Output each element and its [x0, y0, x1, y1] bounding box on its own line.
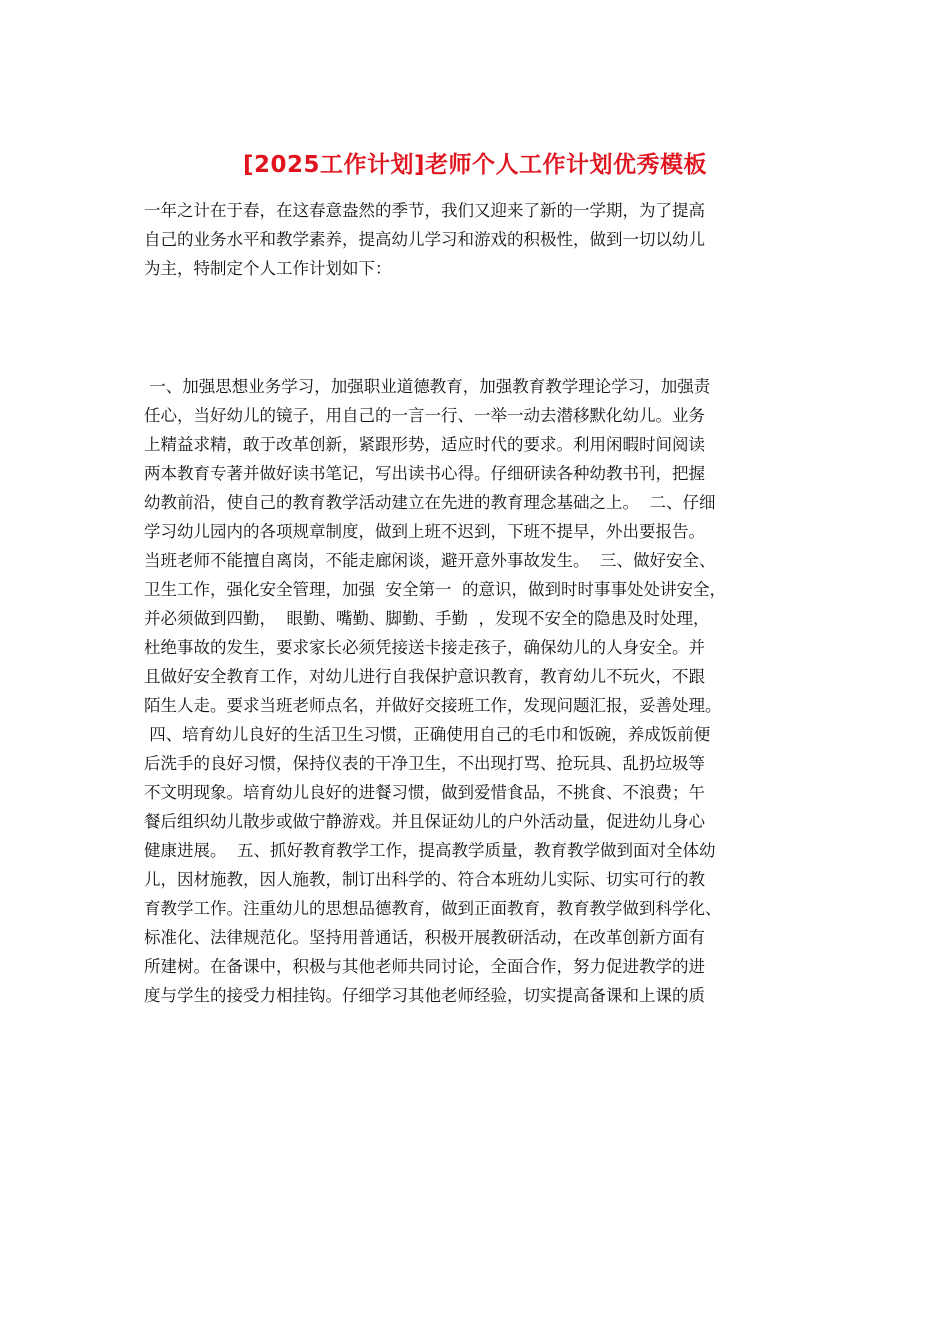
body-line: 度与学生的接受力相挂钩。仔细学习其他老师经验，切实提高备课和上课的质 [144, 986, 705, 1005]
body-line: 餐后组织幼儿散步或做宁静游戏。并且保证幼儿的户外活动量，促进幼儿身心 [144, 812, 705, 831]
intro-line: 一年之计在于春，在这春意盎然的季节，我们又迎来了新的一学期，为了提高 [144, 201, 705, 220]
body-line: 育教学工作。注重幼儿的思想品德教育，做到正面教育，教育教学做到科学化、 [144, 899, 722, 918]
body-line: 当班老师不能擅自离岗，不能走廊闲谈，避开意外事故发生。 三、做好安全、 [144, 551, 716, 570]
document-title: [2025工作计划]老师个人工作计划优秀模板 [242, 152, 708, 178]
body-line: 且做好安全教育工作，对幼儿进行自我保护意识教育，教育幼儿不玩火，不跟 [144, 667, 705, 686]
intro-line: 自己的业务水平和教学素养，提高幼儿学习和游戏的积极性，做到一切以幼儿 [144, 230, 705, 249]
body-line: 一、加强思想业务学习，加强职业道德教育，加强教育教学理论学习，加强责 [144, 377, 711, 396]
body-line: 健康进展。 五、抓好教育教学工作，提高教学质量，教育教学做到面对全体幼 [144, 841, 716, 860]
body-line: 幼教前沿，使自己的教育教学活动建立在先进的教育理念基础之上。 二、仔细 [144, 493, 716, 512]
body-line: 不文明现象。培育幼儿良好的进餐习惯，做到爱惜食品，不挑食、不浪费；午 [144, 783, 705, 802]
body-line: 学习幼儿园内的各项规章制度，做到上班不迟到，下班不提早，外出要报告。 [144, 522, 705, 541]
body-line: 两本教育专著并做好读书笔记，写出读书心得。仔细研读各种幼教书刊，把握 [144, 464, 705, 483]
body-line: 四、培育幼儿良好的生活卫生习惯，正确使用自己的毛巾和饭碗，养成饭前便 [144, 725, 711, 744]
body-line: 标准化、法律规范化。坚持用普通话，积极开展教研活动，在改革创新方面有 [144, 928, 705, 947]
body-line: 所建树。在备课中，积极与其他老师共同讨论，全面合作，努力促进教学的进 [144, 957, 705, 976]
body-line: 杜绝事故的发生，要求家长必须凭接送卡接走孩子，确保幼儿的人身安全。并 [144, 638, 705, 657]
main-paragraph [144, 372, 816, 1010]
body-line: 陌生人走。要求当班老师点名，并做好交接班工作，发现问题汇报，妥善处理。 [144, 696, 722, 715]
intro-paragraph [144, 196, 816, 283]
body-line: 卫生工作，强化安全管理，加强 安全第一 的意识，做到时时事事处处讲安全， [144, 580, 726, 599]
intro-line: 为主，特制定个人工作计划如下： [144, 259, 392, 278]
body-line: 任心，当好幼儿的镜子，用自己的一言一行、一举一动去潜移默化幼儿。业务 [144, 406, 705, 425]
body-line: 后洗手的良好习惯，保持仪表的干净卫生，不出现打骂、抢玩具、乱扔垃圾等 [144, 754, 705, 773]
body-line: 并必须做到四勤， 眼勤、嘴勤、脚勤、手勤 ，发现不安全的隐患及时处理， [144, 609, 710, 628]
body-line: 儿，因材施教，因人施教，制订出科学的、符合本班幼儿实际、切实可行的教 [144, 870, 705, 889]
body-line: 上精益求精，敢于改革创新，紧跟形势，适应时代的要求。利用闲暇时间阅读 [144, 435, 705, 454]
